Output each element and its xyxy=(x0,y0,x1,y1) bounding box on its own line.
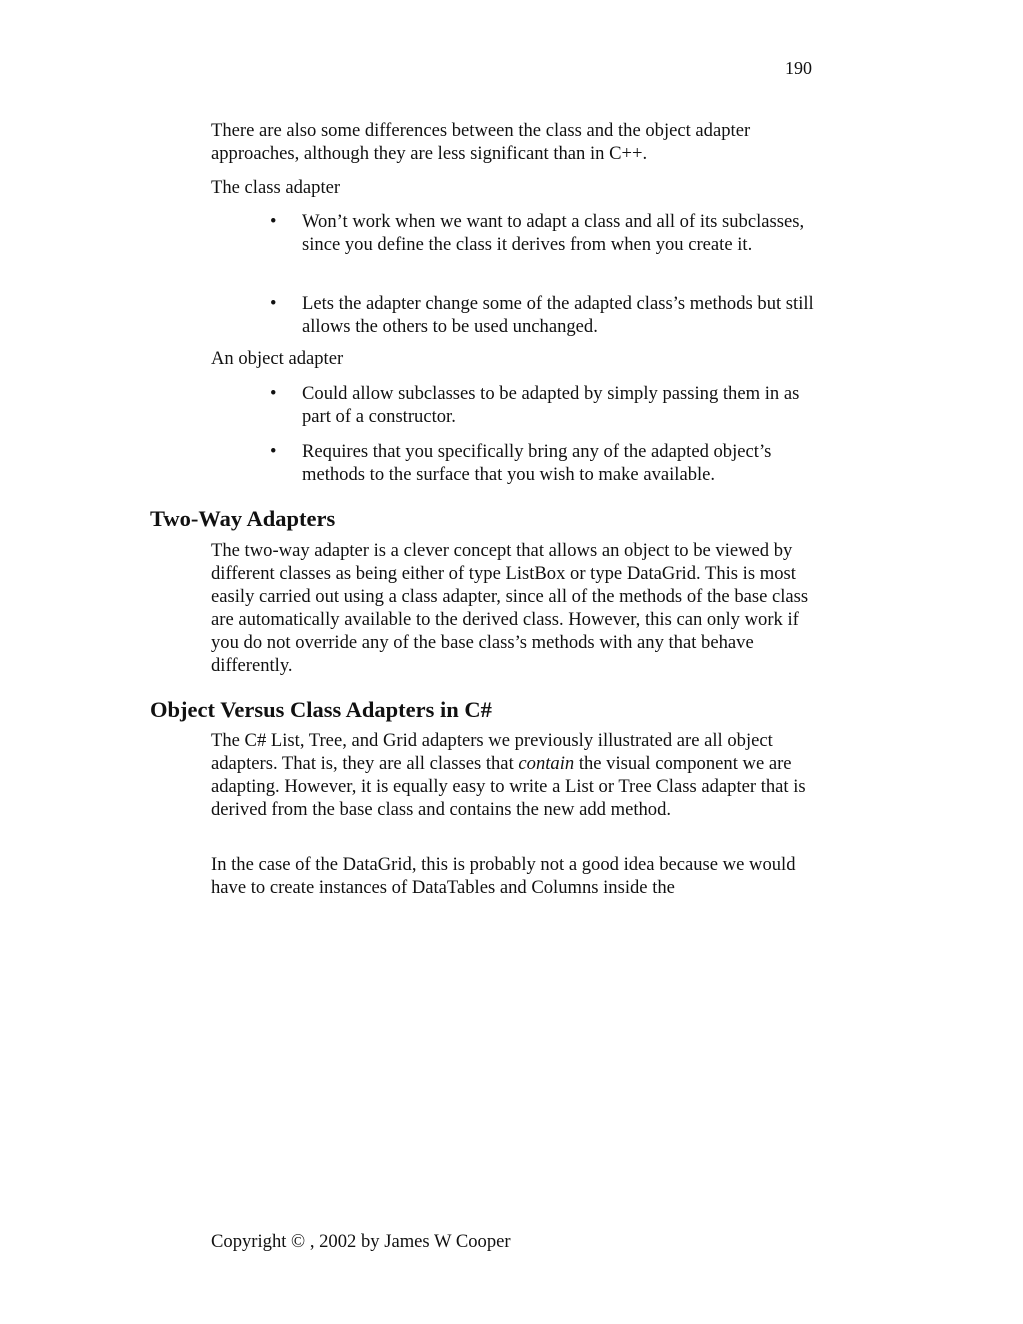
class-adapter-label: The class adapter xyxy=(211,177,341,198)
bullet-text: Won’t work when we want to adapt a class and all of its subclasses, since you define the class it derives from when you create it. xyxy=(302,211,805,255)
bullet-icon: • xyxy=(270,383,277,404)
bullet-text: Requires that you specifically bring any of the adapted object’s methods to the surface that you wish to make available. xyxy=(302,441,772,485)
section-heading-two-way: Two-Way Adapters xyxy=(150,506,336,531)
list-item xyxy=(270,210,810,280)
object-vs-class-paragraph-2: In the case of the DataGrid, this is probably not a good idea because we would have to create instances of DataTables and Columns inside the xyxy=(211,854,796,898)
section-heading-object-vs-class: Object Versus Class Adapters in C# xyxy=(150,697,492,722)
object-vs-class-paragraph-1 xyxy=(211,729,816,821)
page-number: 190 xyxy=(785,58,812,78)
list-item xyxy=(270,440,810,486)
paragraph-text: The C# List, Tree, and Grid adapters we previously illustrated are all object adapters. That is, they are all classes that xyxy=(211,730,773,774)
list-item xyxy=(270,292,814,338)
two-way-paragraph: The two-way adapter is a clever concept that allows an object to be viewed by different classes as being either of type ListBox or type DataGrid. This is most easily carried out using a class adapter, since all of the methods of the base class are automatically available to the derived class. However, this can only work if you do not override any of the base class’s methods with any that behave differently. xyxy=(211,540,809,676)
bullet-text: Lets the adapter change some of the adapted class’s methods but still allows the others to be used unchanged. xyxy=(302,293,814,337)
bullet-icon: • xyxy=(270,293,277,314)
bullet-icon: • xyxy=(270,211,277,232)
list-item xyxy=(270,382,810,428)
copyright-footer: Copyright © , 2002 by James W Cooper xyxy=(211,1231,511,1252)
bullet-text: Could allow subclasses to be adapted by simply passing them in as part of a constructor. xyxy=(302,383,800,427)
emphasis-text: contain xyxy=(518,753,575,774)
object-adapter-label: An object adapter xyxy=(211,348,344,369)
bullet-icon: • xyxy=(270,441,277,462)
paragraph-text: the visual component we are adapting. However, it is equally easy to write a List or Tree Class adapter that is derived from the base class and contains the new add method. xyxy=(211,753,806,820)
intro-paragraph: There are also some differences between the class and the object adapter approaches, although they are less significant than in C++. xyxy=(211,120,751,164)
